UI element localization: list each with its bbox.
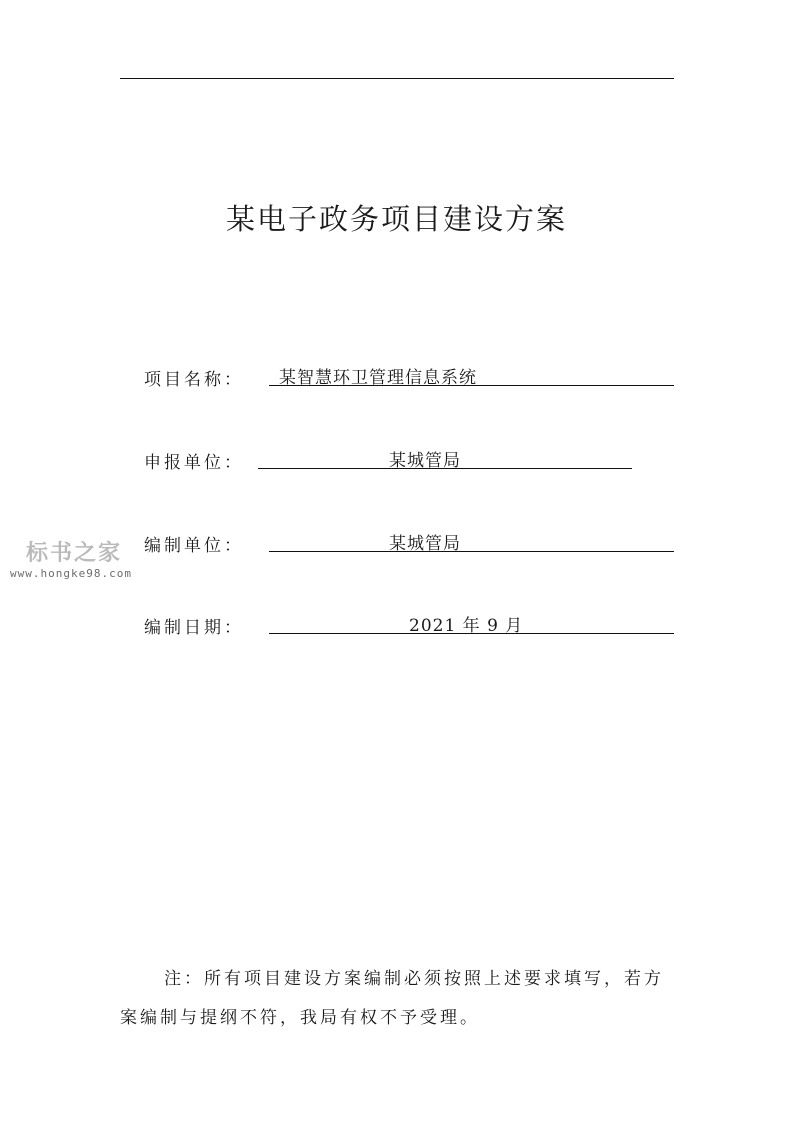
field-underline [269, 385, 674, 386]
field-applicant-unit [144, 448, 674, 476]
field-value: 2021 年 9 月 [409, 616, 524, 636]
footnote: 注：所有项目建设方案编制必须按照上述要求填写，若方案编制与提纲不符，我局有权不予受理。 [120, 969, 664, 1028]
field-label: 编制单位： [144, 536, 244, 556]
field-value: 某城管局 [389, 534, 461, 554]
header-rule [120, 78, 674, 79]
field-value: 某智慧环卫管理信息系统 [279, 368, 477, 388]
document-title: 某电子政务项目建设方案 [225, 202, 567, 237]
field-compiling-date [144, 613, 674, 641]
field-value: 某城管局 [389, 451, 461, 471]
field-underline [269, 551, 674, 552]
field-project-name [144, 365, 674, 393]
field-compiling-unit [144, 531, 674, 559]
field-underline [269, 633, 674, 634]
watermark-url: www.hongke98.com [10, 567, 132, 580]
watermark-logo: 标书之家 [26, 541, 123, 566]
field-underline [258, 468, 632, 469]
field-label: 项目名称： [144, 370, 244, 390]
field-label: 申报单位： [144, 453, 244, 473]
field-label: 编制日期： [144, 618, 244, 638]
